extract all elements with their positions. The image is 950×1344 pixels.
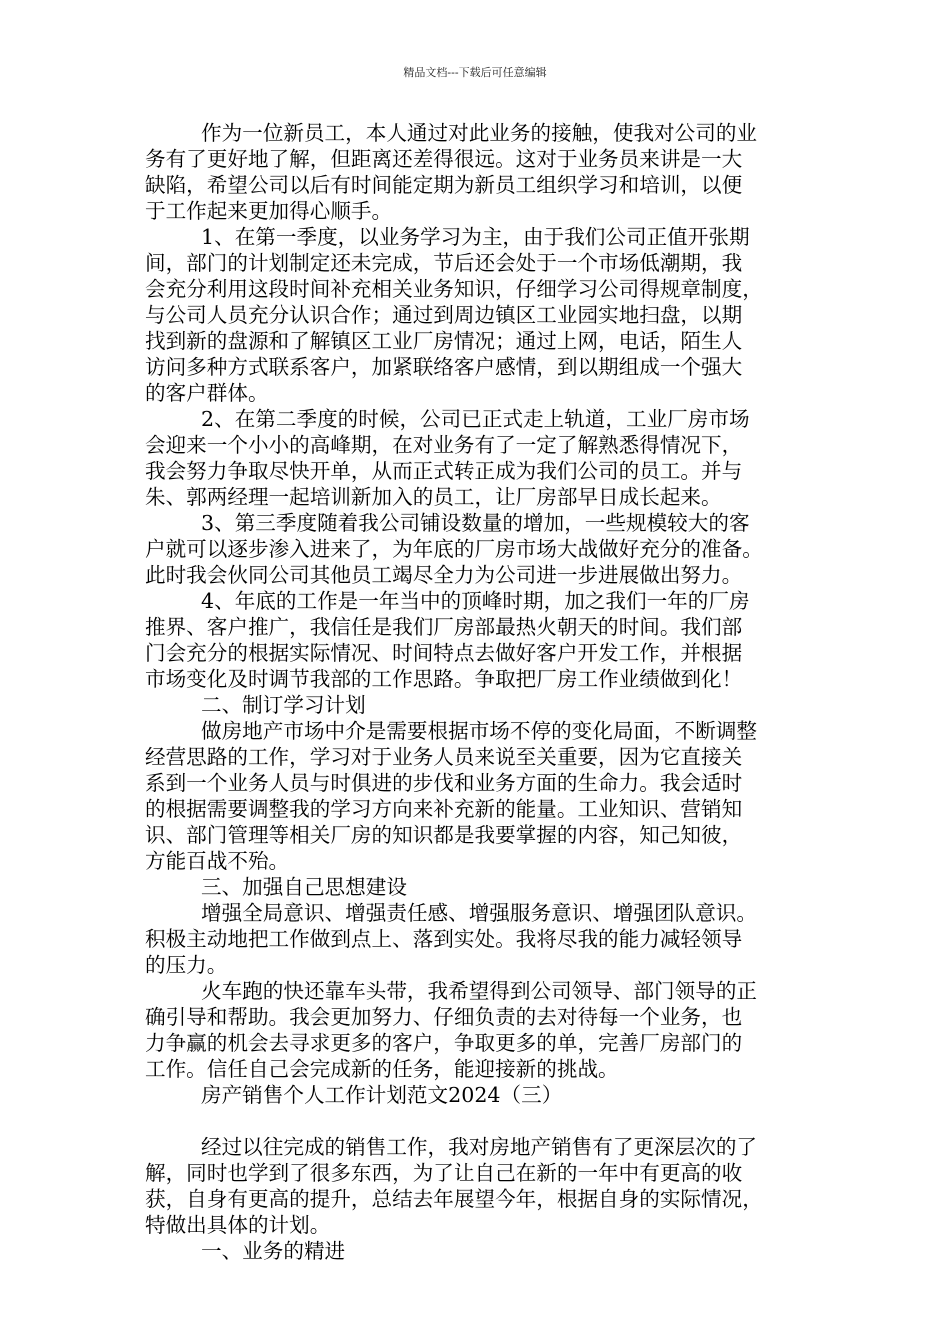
text-line: 务有了更好地了解，但距离还差得很远。这对于业务员来讲是一大 [145,147,743,171]
text-line: 方能百战不殆。 [145,849,290,873]
text-line: 识、部门管理等相关厂房的知识都是我要掌握的内容，知己知彼， [145,823,743,847]
text-line: 三、加强自己思想建设 [201,875,407,899]
text-line: 工作。信任自己会完成新的任务，能迎接新的挑战。 [145,1057,619,1081]
text-line: 会迎来一个小小的高峰期，在对业务有了一定了解熟悉得情况下， [145,433,743,457]
text-line: 房产销售个人工作计划范文2024（三） [201,1083,563,1107]
text-line: 会充分利用这段时间补充相关业务知识，仔细学习公司得规章制度， [145,277,763,301]
text-line: 获，自身有更高的提升，总结去年展望今年，根据自身的实际情况， [145,1187,763,1211]
text-line: 市场变化及时调节我部的工作思路。争取把厂房工作业绩做到化！ [145,667,743,691]
blank-line [145,1108,817,1134]
text-line: 系到一个业务人员与时俱进的步伐和业务方面的生命力。我会适时 [145,771,743,795]
page-header: 精品文档---下载后可任意编辑 [403,66,547,79]
text-line: 朱、郭两经理一起培训新加入的员工，让厂房部早日成长起来。 [145,485,722,509]
text-line: 火车跑的快还靠车头带，我希望得到公司领导、部门领导的正 [201,979,758,1003]
text-line: 户就可以逐步渗入进来了，为年底的厂房市场大战做好充分的准备。 [145,537,763,561]
text-line: 特做出具体的计划。 [145,1213,331,1237]
text-line: 积极主动地把工作做到点上、落到实处。我将尽我的能力减轻领导 [145,927,743,951]
text-line: 解，同时也学到了很多东西，为了让自己在新的一年中有更高的收 [145,1161,743,1185]
text-line: 3、第三季度随着我公司铺设数量的增加，一些规模较大的客 [201,511,750,535]
document-body [145,120,817,1264]
text-line: 的压力。 [145,953,228,977]
text-line: 与公司人员充分认识合作；通过到周边镇区工业园实地扫盘，以期 [145,303,743,327]
text-line: 推界、客户推广，我信任是我们厂房部最热火朝天的时间。我们部 [145,615,743,639]
text-line: 的根据需要调整我的学习方向来补充新的能量。工业知识、营销知 [145,797,743,821]
text-line: 作为一位新员工，本人通过对此业务的接触，使我对公司的业 [201,121,758,145]
text-line: 1、在第一季度，以业务学习为主，由于我们公司正值开张期 [201,225,750,249]
text-line: 于工作起来更加得心顺手。 [145,199,393,223]
text-line: 间，部门的计划制定还未完成，节后还会处于一个市场低潮期，我 [145,251,743,275]
text-line: 2、在第二季度的时候，公司已正式走上轨道，工业厂房市场 [201,407,750,431]
text-line: 的客户群体。 [145,381,269,405]
text-line: 做房地产市场中介是需要根据市场不停的变化局面，不断调整 [201,719,758,743]
text-line: 此时我会伙同公司其他员工竭尽全力为公司进一步进展做出努力。 [145,563,743,587]
text-line: 门会充分的根据实际情况、时间特点去做好客户开发工作，并根据 [145,641,743,665]
text-line: 4、年底的工作是一年当中的顶峰时期，加之我们一年的厂房 [201,589,750,613]
text-line: 经过以往完成的销售工作，我对房地产销售有了更深层次的了 [201,1135,758,1159]
text-line: 经营思路的工作，学习对于业务人员来说至关重要，因为它直接关 [145,745,743,769]
text-line: 一、业务的精进 [201,1239,346,1263]
text-line: 力争赢的机会去寻求更多的客户，争取更多的单，完善厂房部门的 [145,1031,743,1055]
text-line: 我会努力争取尽快开单，从而正式转正成为我们公司的员工。并与 [145,459,743,483]
text-line: 访问多种方式联系客户，加紧联络客户感情，到以期组成一个强大 [145,355,743,379]
text-line: 缺陷，希望公司以后有时间能定期为新员工组织学习和培训，以便 [145,173,743,197]
text-line: 确引导和帮助。我会更加努力、仔细负责的去对待每一个业务，也 [145,1005,743,1029]
text-line: 二、制订学习计划 [201,693,366,717]
text-line: 找到新的盘源和了解镇区工业厂房情况；通过上网，电话，陌生人 [145,329,743,353]
text-line: 增强全局意识、增强责任感、增强服务意识、增强团队意识。 [201,901,758,925]
